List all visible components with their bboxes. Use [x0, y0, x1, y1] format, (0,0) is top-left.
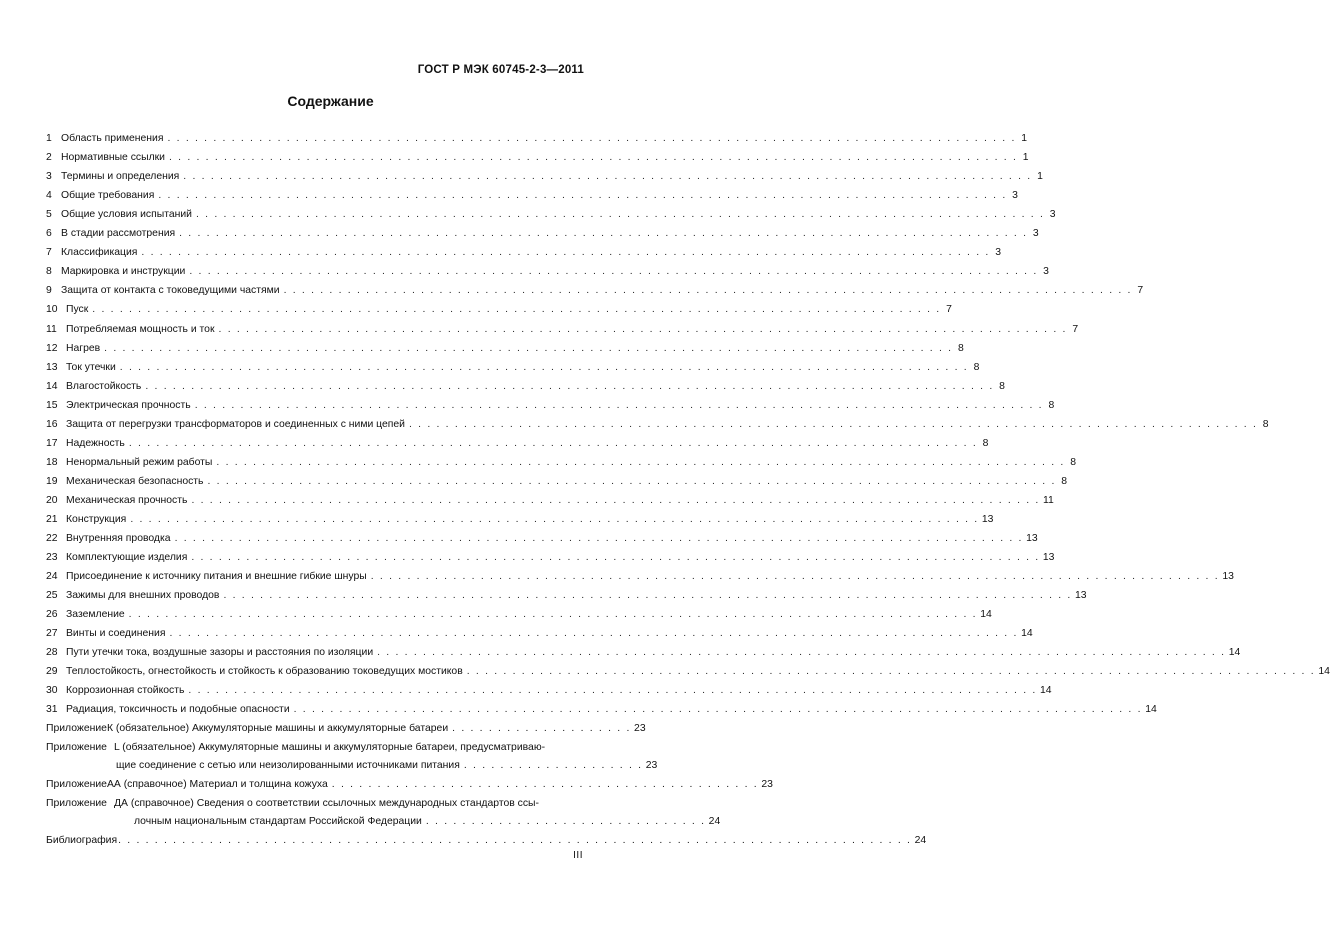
toc-item[interactable] — [46, 488, 1054, 507]
toc-item-page: 7 — [1137, 285, 1144, 297]
dot-leader — [129, 608, 978, 621]
toc-item[interactable] — [46, 145, 1029, 164]
dot-leader — [120, 361, 969, 374]
toc-title: Содержание — [287, 93, 374, 109]
appendix-title-line-1: L (обязательное) Аккумуляторные машины и аккумуляторные батареи, предусматриваю- — [114, 742, 546, 754]
toc-item[interactable] — [46, 240, 1001, 259]
toc-item-number: 3 — [46, 171, 52, 183]
toc-item-page: 13 — [981, 513, 994, 525]
toc-item[interactable] — [46, 659, 1330, 678]
toc-item[interactable] — [46, 621, 1033, 640]
toc-item-page: 3 — [1043, 266, 1049, 278]
toc-item-title: Зажимы для внешних проводов — [66, 590, 220, 602]
toc-item[interactable] — [46, 450, 1076, 469]
toc-item-page: 8 — [982, 437, 989, 449]
standard-code: ГОСТ Р МЭК 60745-2-3—2011 — [417, 64, 584, 76]
toc-item-number: 13 — [46, 361, 58, 373]
toc-item-page: 3 — [1049, 209, 1056, 221]
toc-item[interactable] — [46, 374, 1005, 393]
toc-item-title: Ток утечки — [66, 361, 116, 373]
dot-leader: . . . . . . . . . . . . . . . . . . . . . . . . . . . . . . . . . . . . . . . . . . . . . . . — [331, 779, 759, 791]
dot-leader: . . . . . . . . . . . . . . . . . . . . . . . . . . . . . . . — [425, 816, 706, 828]
toc-item-title: Теплостойкость, огнестойкость и стойкость к образованию токоведущих мостиков — [66, 666, 463, 678]
dot-leader — [219, 323, 1068, 336]
dot-leader — [183, 170, 1032, 183]
toc-item-number: 17 — [46, 437, 58, 449]
toc-item-title: Присоединение к источнику питания и внешние гибкие шнуры — [66, 571, 367, 583]
toc-item-title: Область применения — [61, 133, 164, 145]
toc-item-title: Нормативные ссылки — [61, 152, 165, 164]
dot-leader — [294, 703, 1143, 716]
toc-item-title: Защита от контакта с токоведущими частями — [61, 285, 280, 297]
dot-leader — [191, 551, 1040, 564]
toc-item-page: 13 — [1026, 533, 1038, 545]
toc-item-number: 21 — [46, 513, 58, 525]
dot-leader — [216, 456, 1065, 469]
appendix-page: 23 — [761, 779, 773, 791]
toc-item-number: 29 — [46, 666, 58, 678]
toc-item[interactable] — [46, 526, 1038, 545]
dot-leader — [191, 494, 1040, 507]
toc-item-title: Механическая прочность — [66, 494, 188, 506]
appendix-title-line-2: лочным национальным стандартам Российской Федерации — [134, 816, 422, 828]
toc-item-title: Защита от перегрузки трансформаторов и соединенных с ними цепей — [66, 418, 405, 430]
toc-item[interactable] — [46, 126, 1028, 145]
toc-item-title: Конструкция — [66, 513, 127, 525]
toc-item-page: 1 — [1022, 152, 1029, 164]
dot-leader — [371, 570, 1220, 583]
dot-leader — [130, 513, 979, 526]
toc-item-title: Термины и определения — [61, 171, 180, 183]
toc-item-page: 3 — [995, 247, 1001, 259]
toc-bibliography[interactable] — [46, 834, 927, 847]
toc-item-page: 13 — [1042, 552, 1055, 564]
toc-item-title: Пути утечки тока, воздушные зазоры и расстояния по изоляции — [66, 647, 374, 659]
appendix-label: Приложение — [46, 779, 107, 791]
toc-item-title: В стадии рассмотрения — [61, 228, 176, 240]
toc-item-page: 8 — [957, 342, 964, 354]
dot-leader — [195, 399, 1044, 412]
toc-item-number: 16 — [46, 418, 58, 430]
toc-appendix-da[interactable] — [46, 797, 721, 828]
toc-item-number: 19 — [46, 475, 58, 487]
dot-leader — [145, 380, 994, 393]
toc-item-number: 9 — [46, 285, 52, 297]
toc-item-page: 14 — [1228, 647, 1241, 659]
toc-item-page: 14 — [1021, 628, 1033, 640]
appendix-label: Приложение — [46, 742, 107, 754]
toc-item-title: Классификация — [61, 247, 138, 259]
table-of-contents — [46, 126, 1330, 847]
toc-item-number: 5 — [46, 209, 52, 221]
toc-item-page: 11 — [1043, 494, 1054, 506]
toc-item-page: 1 — [1021, 133, 1028, 145]
toc-item-title: Пуск — [66, 304, 89, 316]
toc-item[interactable] — [46, 564, 1234, 583]
dot-leader: . . . . . . . . . . . . . . . . . . . . — [452, 723, 632, 735]
toc-item-title: Электрическая прочность — [66, 399, 191, 411]
toc-item[interactable] — [46, 297, 952, 316]
appendix-label: Приложение — [46, 798, 107, 810]
toc-item-number: 4 — [46, 190, 52, 202]
dot-leader — [284, 284, 1133, 297]
toc-item[interactable] — [46, 640, 1241, 659]
toc-item[interactable] — [46, 202, 1056, 221]
dot-leader — [92, 303, 941, 316]
toc-item[interactable] — [46, 469, 1068, 488]
dot-leader — [207, 475, 1056, 488]
toc-item[interactable] — [46, 183, 1018, 202]
toc-item-page: 8 — [999, 380, 1005, 392]
bibliography-page: 24 — [914, 835, 927, 847]
toc-item[interactable] — [46, 336, 964, 355]
toc-item[interactable] — [46, 412, 1269, 431]
toc-item[interactable] — [46, 278, 1144, 297]
toc-appendix-aa[interactable] — [46, 778, 773, 791]
toc-item-title: Общие условия испытаний — [61, 209, 192, 221]
toc-item[interactable] — [46, 393, 1055, 412]
toc-item-number: 28 — [46, 647, 58, 659]
toc-item-page: 8 — [1070, 456, 1076, 468]
toc-item[interactable] — [46, 259, 1049, 278]
toc-item-page: 8 — [973, 361, 980, 373]
toc-item-number: 23 — [46, 552, 58, 564]
toc-item-title: Ненормальный режим работы — [66, 456, 213, 468]
dot-leader — [377, 646, 1226, 659]
toc-item-title: Винты и соединения — [66, 628, 166, 640]
toc-item-page: 8 — [1048, 399, 1055, 411]
appendix-list — [46, 722, 927, 847]
toc-item[interactable] — [46, 316, 1079, 335]
toc-item-page: 13 — [1222, 571, 1234, 583]
appendix-page: 23 — [645, 760, 658, 772]
toc-item-title: Общие требования — [61, 190, 155, 202]
toc-item-title: Коррозионная стойкость — [66, 685, 185, 697]
toc-item[interactable] — [46, 164, 1043, 183]
appendix-title-line-2: щие соединение с сетью или неизолированными источниками питания — [116, 760, 460, 772]
toc-item-number: 2 — [46, 152, 52, 164]
toc-item[interactable] — [46, 545, 1055, 564]
appendix-title: АА (справочное) Материал и толщина кожуха — [106, 779, 328, 791]
dot-leader — [223, 589, 1072, 602]
toc-items — [46, 126, 1330, 716]
toc-item-number: 30 — [46, 685, 58, 697]
toc-item-number: 8 — [46, 266, 52, 278]
toc-item-number: 24 — [46, 571, 58, 583]
dot-leader — [467, 665, 1316, 678]
toc-item-page: 13 — [1075, 590, 1087, 602]
toc-item-page: 1 — [1037, 171, 1043, 183]
toc-item-number: 25 — [46, 590, 58, 602]
toc-appendix-l[interactable] — [46, 741, 658, 772]
dot-leader — [141, 246, 990, 259]
toc-item-page: 7 — [946, 304, 952, 316]
dot-leader — [129, 437, 978, 450]
dot-leader — [158, 189, 1007, 202]
appendix-title-line-1: ДА (справочное) Сведения о соответствии ссылочных международных стандартов ссы- — [114, 798, 539, 810]
toc-item-title: Радиация, токсичность и подобные опасности — [66, 704, 290, 716]
toc-item-page: 3 — [1032, 228, 1039, 240]
toc-item-page: 8 — [1061, 475, 1068, 487]
toc-item[interactable] — [46, 678, 1052, 697]
toc-item-title: Заземление — [66, 609, 125, 621]
dot-leader — [175, 532, 1024, 545]
toc-item-number: 27 — [46, 628, 58, 640]
toc-item-number: 15 — [46, 399, 58, 411]
toc-item-title: Надежность — [66, 437, 125, 449]
toc-item-page: 7 — [1072, 323, 1079, 335]
bibliography-title: Библиография — [46, 835, 118, 847]
toc-item[interactable] — [46, 431, 989, 450]
toc-item[interactable] — [46, 583, 1087, 602]
toc-item-page: 8 — [1262, 418, 1269, 430]
toc-item-number: 10 — [46, 304, 58, 316]
toc-item[interactable] — [46, 507, 994, 526]
toc-item-page: 14 — [1145, 704, 1157, 716]
dot-leader — [188, 684, 1037, 697]
page-number: III — [573, 850, 583, 861]
toc-item-number: 12 — [46, 342, 58, 354]
appendix-page: 23 — [634, 723, 646, 735]
toc-item-number: 20 — [46, 494, 58, 506]
dot-leader — [169, 627, 1018, 640]
toc-item-page: 14 — [1318, 666, 1330, 678]
toc-item-title: Маркировка и инструкции — [61, 266, 186, 278]
toc-item-number: 14 — [46, 380, 58, 392]
dot-leader — [167, 132, 1016, 145]
toc-item-title: Влагостойкость — [66, 380, 142, 392]
toc-item-number: 7 — [46, 247, 52, 259]
toc-appendix-k[interactable] — [46, 722, 646, 735]
dot-leader — [169, 151, 1018, 164]
dot-leader — [104, 342, 953, 355]
dot-leader — [179, 227, 1028, 240]
toc-item-number: 1 — [46, 133, 52, 145]
appendix-title: К (обязательное) Аккумуляторные машины и аккумуляторные батареи — [106, 723, 449, 735]
toc-item-page: 3 — [1012, 190, 1018, 202]
toc-item-number: 31 — [46, 704, 58, 716]
toc-item[interactable] — [46, 602, 992, 621]
toc-item[interactable] — [46, 221, 1039, 240]
toc-item-number: 11 — [46, 323, 57, 335]
toc-item-number: 26 — [46, 609, 58, 621]
toc-item-page: 14 — [1039, 685, 1052, 697]
dot-leader — [189, 265, 1038, 278]
toc-item-title: Потребляемая мощность и ток — [66, 323, 215, 335]
toc-item[interactable] — [46, 697, 1157, 716]
toc-item-title: Комплектующие изделия — [66, 552, 188, 564]
dot-leader: . . . . . . . . . . . . . . . . . . . . — [463, 760, 643, 772]
appendix-label: Приложение — [46, 723, 107, 735]
appendix-page: 24 — [708, 816, 721, 828]
toc-item-title: Механическая безопасность — [66, 475, 204, 487]
toc-item[interactable] — [46, 355, 980, 374]
toc-item-page: 14 — [980, 609, 992, 621]
toc-item-number: 22 — [46, 533, 58, 545]
toc-item-number: 18 — [46, 456, 58, 468]
dot-leader — [409, 418, 1258, 431]
toc-item-number: 6 — [46, 228, 52, 240]
toc-item-title: Внутренняя проводка — [66, 533, 171, 545]
dot-leader: . . . . . . . . . . . . . . . . . . . . . . . . . . . . . . . . . . . . . . . . . . . . . . . . . . . . . . . . . . . . . . . . . . . . . . . . . . . . . . . . . . . . . . . — [118, 835, 912, 847]
dot-leader — [196, 208, 1045, 221]
toc-item-title: Нагрев — [66, 342, 101, 354]
